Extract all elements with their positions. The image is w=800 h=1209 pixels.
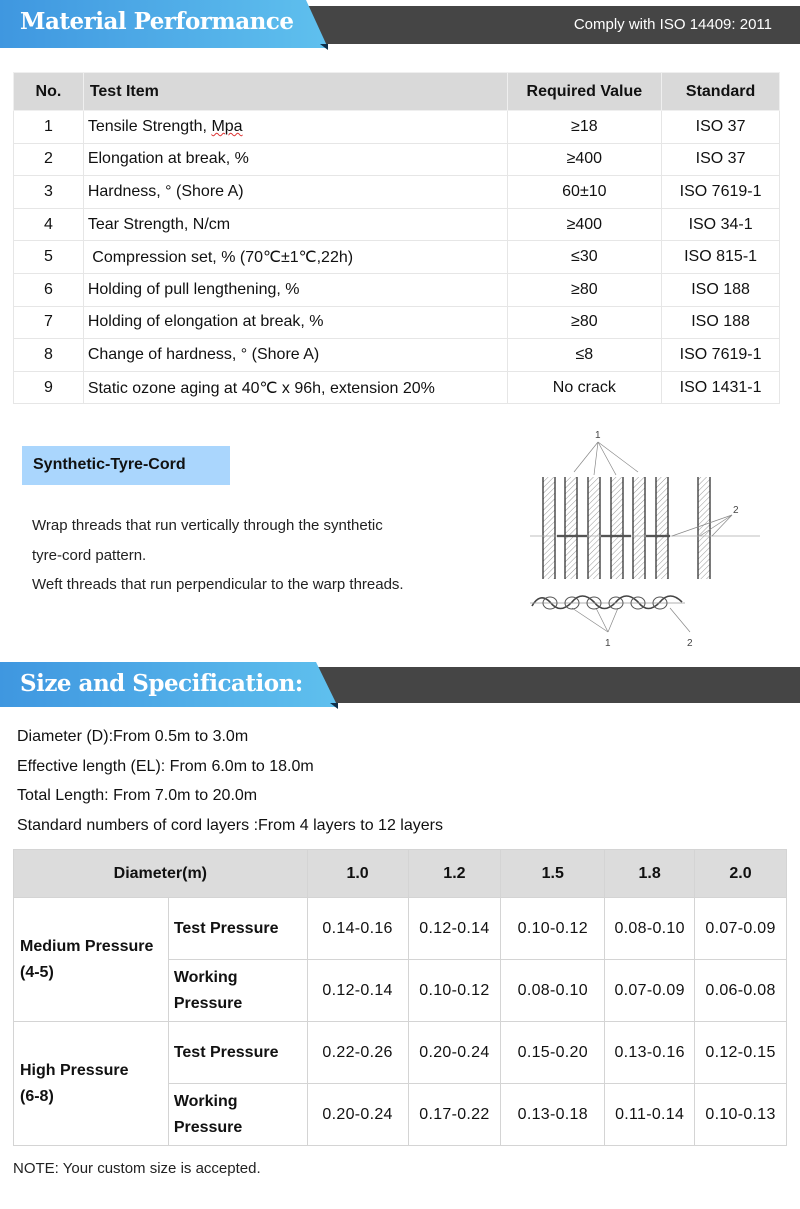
header-diameter-value: 1.5 — [501, 850, 605, 898]
pressure-value: 0.10-0.12 — [501, 898, 605, 960]
header-diameter-value: 2.0 — [695, 850, 787, 898]
test-item-text: Compression set, % (70℃±1℃,22h) — [87, 249, 354, 267]
cell-standard: ISO 1431-1 — [662, 371, 780, 404]
cell-required-value: ≥80 — [507, 306, 662, 339]
synthetic-tyre-cord-label: Synthetic-Tyre-Cord — [22, 446, 230, 485]
cell-required-value: 60±10 — [507, 176, 662, 209]
cell-no: 1 — [14, 111, 84, 144]
cell-test-item — [83, 371, 507, 404]
pressure-group-range: (6-8) — [20, 1087, 54, 1105]
cell-required-value: ≤30 — [507, 241, 662, 274]
table-row — [14, 339, 780, 372]
pressure-value: 0.13-0.16 — [605, 1022, 695, 1084]
cell-standard: ISO 37 — [662, 111, 780, 144]
description-line: tyre-cord pattern. — [32, 546, 147, 564]
header-diameter-value: 1.2 — [408, 850, 501, 898]
cell-test-item — [83, 273, 507, 306]
cell-required-value: ≥80 — [507, 273, 662, 306]
pressure-value: 0.12-0.14 — [307, 960, 408, 1022]
diagram-label-weft: 2 — [733, 505, 739, 516]
size-pressure-table — [13, 849, 787, 1146]
spec-cord-layers: Standard numbers of cord layers :From 4 layers to 12 layers — [17, 816, 443, 834]
cell-standard: ISO 188 — [662, 273, 780, 306]
banner-fold — [330, 703, 338, 709]
cell-required-value: ≥400 — [507, 143, 662, 176]
table-row — [14, 111, 780, 144]
pressure-value: 0.20-0.24 — [408, 1022, 501, 1084]
table-row — [14, 208, 780, 241]
header-required-value: Required Value — [507, 73, 662, 111]
table-row — [14, 273, 780, 306]
tyre-cord-diagram — [520, 420, 780, 660]
diagram-label-warp: 1 — [595, 430, 601, 441]
pressure-type — [168, 1022, 307, 1084]
cell-no: 2 — [14, 143, 84, 176]
section-title: Size and Specification: — [20, 670, 303, 697]
cell-standard: ISO 7619-1 — [662, 339, 780, 372]
cell-required-value: ≥400 — [507, 208, 662, 241]
cell-required-value: ≥18 — [507, 111, 662, 144]
pressure-value: 0.07-0.09 — [695, 898, 787, 960]
cell-test-item — [83, 111, 507, 144]
cell-no: 7 — [14, 306, 84, 339]
pressure-type-line: Pressure — [173, 994, 243, 1012]
pressure-type-line: Test Pressure — [173, 1043, 279, 1061]
pressure-type-line: Working — [173, 968, 238, 986]
cell-standard: ISO 188 — [662, 306, 780, 339]
cell-no: 8 — [14, 339, 84, 372]
table-row — [14, 306, 780, 339]
section-title: Material Performance — [20, 8, 294, 35]
pressure-group-name: Medium Pressure — [20, 937, 154, 955]
pressure-group — [14, 898, 169, 1022]
cell-no: 3 — [14, 176, 84, 209]
spellcheck-word: Mpa — [211, 117, 243, 135]
weave-profile — [530, 596, 685, 609]
test-item-text: Static ozone aging at 40℃ x 96h, extension 20% — [87, 379, 435, 397]
pressure-type — [168, 898, 307, 960]
tyre-cord-description — [32, 511, 404, 600]
diagram-label-warp-bottom: 1 — [605, 638, 611, 649]
pressure-value: 0.14-0.16 — [307, 898, 408, 960]
pressure-value: 0.15-0.20 — [501, 1022, 605, 1084]
pressure-group-name: High Pressure — [20, 1061, 129, 1079]
cell-no: 5 — [14, 241, 84, 274]
pressure-value: 0.10-0.12 — [408, 960, 501, 1022]
pressure-value: 0.17-0.22 — [408, 1084, 501, 1146]
table-header-row — [14, 850, 787, 898]
size-specification-banner — [0, 662, 800, 710]
diagram-label-weft-bottom: 2 — [687, 638, 693, 649]
cell-no: 9 — [14, 371, 84, 404]
cell-test-item — [83, 241, 507, 274]
pressure-value: 0.10-0.13 — [695, 1084, 787, 1146]
banner-fold — [320, 44, 328, 50]
table-row — [14, 143, 780, 176]
header-standard: Standard — [662, 73, 780, 111]
table-row — [14, 898, 787, 960]
cell-standard: ISO 815-1 — [662, 241, 780, 274]
banner-dark-bar — [300, 667, 800, 703]
cell-no: 4 — [14, 208, 84, 241]
pressure-group-range: (4-5) — [20, 963, 54, 981]
pressure-value: 0.08-0.10 — [605, 898, 695, 960]
pressure-value: 0.20-0.24 — [307, 1084, 408, 1146]
header-test-item: Test Item — [83, 73, 507, 111]
pressure-value: 0.12-0.14 — [408, 898, 501, 960]
cell-standard: ISO 7619-1 — [662, 176, 780, 209]
pressure-value: 0.07-0.09 — [605, 960, 695, 1022]
test-item-text: Change of hardness, ° (Shore A) — [87, 345, 320, 363]
spec-diameter: Diameter (D):From 0.5m to 3.0m — [17, 728, 249, 745]
test-item-text: Elongation at break, % — [87, 150, 249, 168]
warp-threads — [543, 477, 710, 579]
header-diameter-value: 1.8 — [605, 850, 695, 898]
test-item-text: Hardness, ° (Shore A) — [87, 182, 244, 200]
spec-list — [17, 722, 443, 840]
pressure-type — [168, 960, 307, 1022]
material-performance-banner — [0, 0, 800, 48]
table-row — [14, 176, 780, 209]
header-diameter-value: 1.0 — [307, 850, 408, 898]
description-line: Wrap threads that run vertically through the synthetic — [32, 517, 383, 534]
pressure-value: 0.08-0.10 — [501, 960, 605, 1022]
pressure-type-line: Working — [173, 1092, 238, 1110]
cell-standard: ISO 34-1 — [662, 208, 780, 241]
cell-standard: ISO 37 — [662, 143, 780, 176]
pressure-value: 0.12-0.15 — [695, 1022, 787, 1084]
cell-test-item — [83, 208, 507, 241]
test-item-text: Holding of elongation at break, % — [87, 313, 324, 331]
table-row — [14, 241, 780, 274]
cell-required-value: No crack — [507, 371, 662, 404]
cell-test-item — [83, 306, 507, 339]
compliance-text: Comply with ISO 14409: 2011 — [573, 16, 772, 33]
spec-effective-length: Effective length (EL): From 6.0m to 18.0m — [17, 757, 314, 775]
pressure-value: 0.06-0.08 — [695, 960, 787, 1022]
pressure-type-line: Pressure — [173, 1118, 243, 1136]
table-row — [14, 1022, 787, 1084]
cell-test-item — [83, 339, 507, 372]
pressure-value: 0.13-0.18 — [501, 1084, 605, 1146]
test-item-text: Tensile Strength, — [87, 117, 212, 135]
pressure-type — [168, 1084, 307, 1146]
cell-test-item — [83, 176, 507, 209]
cell-test-item — [83, 143, 507, 176]
test-item-text: Tear Strength, N/cm — [87, 215, 231, 233]
table-header-row — [14, 73, 780, 111]
cell-no: 6 — [14, 273, 84, 306]
description-line: Weft threads that run perpendicular to the warp threads. — [32, 576, 404, 593]
pressure-group — [14, 1022, 169, 1146]
spec-total-length: Total Length: From 7.0m to 20.0m — [17, 787, 258, 804]
header-diameter: Diameter(m) — [14, 850, 308, 898]
pressure-type-line: Test Pressure — [173, 919, 279, 937]
custom-size-note: NOTE: Your custom size is accepted. — [13, 1160, 261, 1177]
cell-required-value: ≤8 — [507, 339, 662, 372]
header-no: No. — [14, 73, 84, 111]
table-row — [14, 371, 780, 404]
pressure-value: 0.22-0.26 — [307, 1022, 408, 1084]
material-performance-table — [13, 72, 780, 404]
test-item-text: Holding of pull lengthening, % — [87, 280, 300, 298]
pressure-value: 0.11-0.14 — [605, 1084, 695, 1146]
